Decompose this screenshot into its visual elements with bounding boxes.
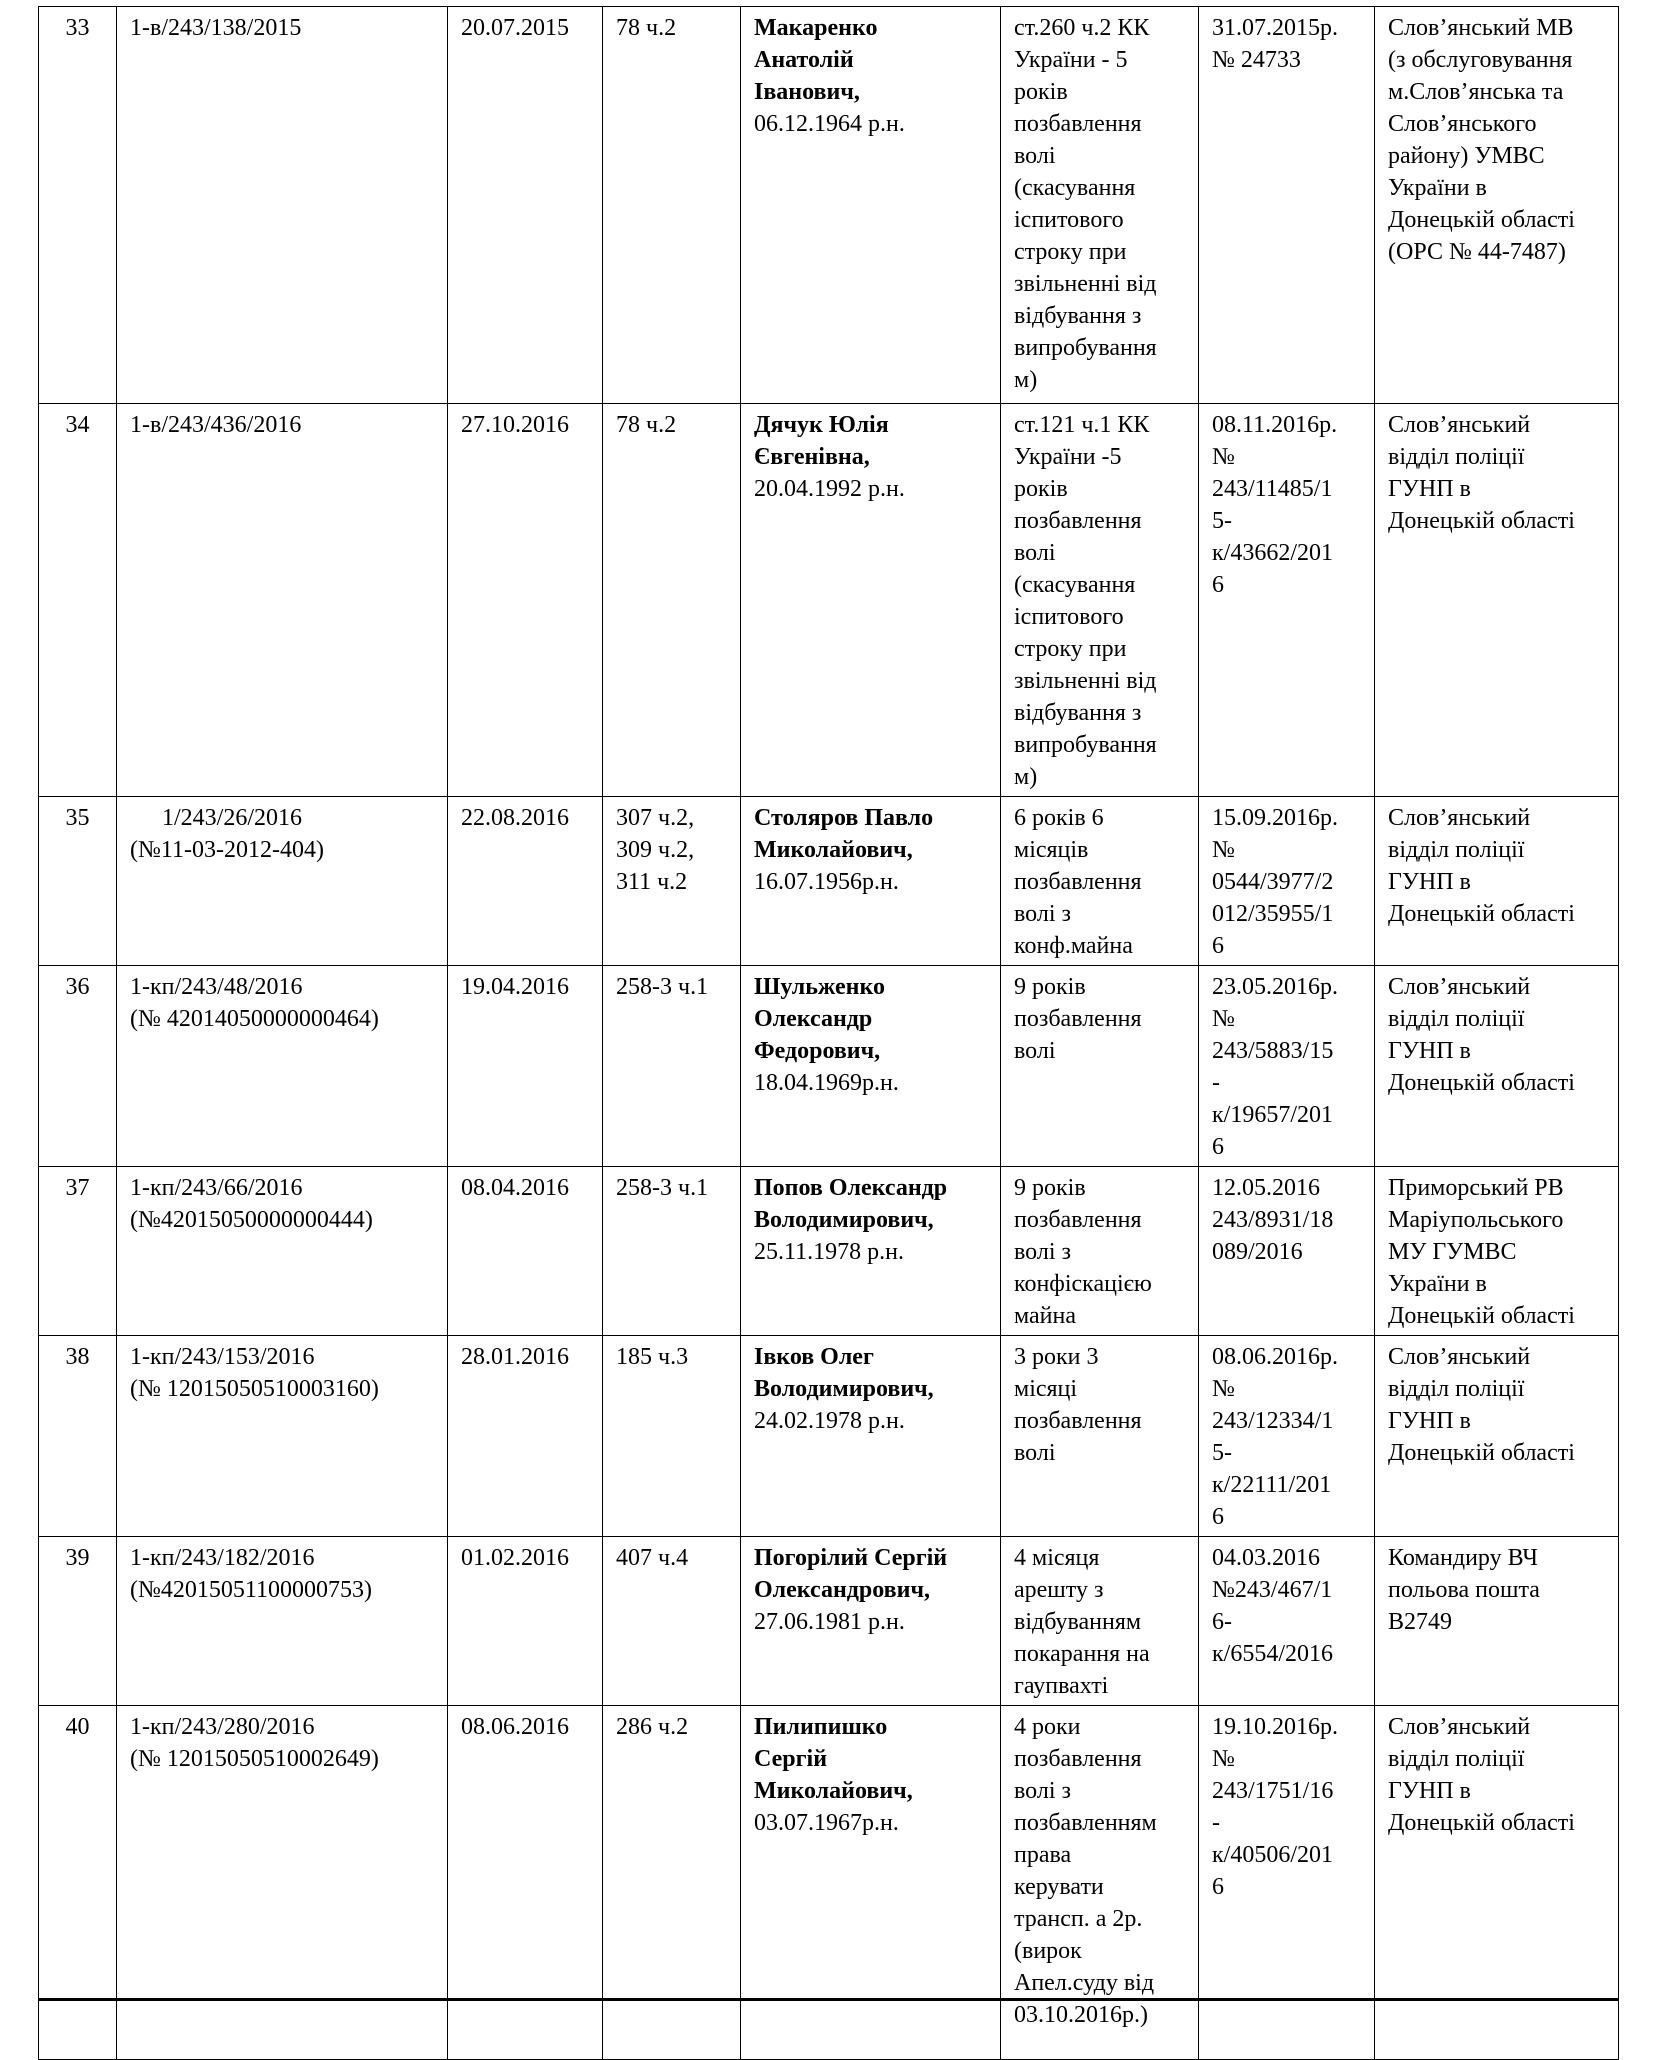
convict-cell bbox=[741, 1167, 1001, 1336]
sentence-line: ст.260 ч.2 КК bbox=[1014, 15, 1150, 41]
row-number-cell bbox=[39, 404, 117, 797]
document-cell bbox=[1199, 966, 1375, 1167]
article-line: 309 ч.2, bbox=[616, 837, 695, 863]
sentence-line: місяців bbox=[1014, 837, 1089, 863]
sentence-line: 3 роки 3 bbox=[1014, 1344, 1099, 1370]
sentence-line: права bbox=[1014, 1842, 1072, 1868]
article-line: 258-3 ч.1 bbox=[616, 974, 709, 1000]
department-line: відділ поліції bbox=[1388, 1376, 1525, 1402]
case-number-line: 1-кп/243/182/2016 bbox=[130, 1545, 315, 1571]
department-line: Командиру ВЧ bbox=[1388, 1545, 1539, 1571]
case-number-line: 1-кп/243/48/2016 bbox=[130, 974, 303, 1000]
department-line: Донецькій області bbox=[1388, 207, 1575, 233]
verdict-date-cell bbox=[448, 1537, 603, 1706]
document-line: к/19657/201 bbox=[1212, 1102, 1333, 1128]
sentence-line: іспитового bbox=[1014, 604, 1124, 630]
document-line: к/6554/2016 bbox=[1212, 1641, 1333, 1667]
table-row bbox=[39, 1706, 1619, 2060]
sentence-line: волі з bbox=[1014, 901, 1071, 927]
department-line: м.Слов’янська та bbox=[1388, 79, 1564, 105]
verdict-date: 01.02.2016 bbox=[461, 1545, 569, 1571]
birth-date: 18.04.1969р.н. bbox=[754, 1070, 899, 1096]
row-number: 37 bbox=[65, 1175, 90, 1201]
row-number: 39 bbox=[65, 1545, 90, 1571]
verdict-date-cell bbox=[448, 404, 603, 797]
article-line: 185 ч.3 bbox=[616, 1344, 689, 1370]
sentence-line: м) bbox=[1014, 367, 1038, 393]
article-line: 407 ч.4 bbox=[616, 1545, 689, 1571]
document-line: - bbox=[1212, 1070, 1220, 1096]
document-line: к/43662/201 bbox=[1212, 540, 1333, 566]
department-line: (ОРС № 44-7487) bbox=[1388, 239, 1566, 265]
document-line: 6 bbox=[1212, 1134, 1224, 1160]
document-line: № 24733 bbox=[1212, 47, 1301, 73]
sentence-line: позбавлення bbox=[1014, 1408, 1142, 1434]
case-number-line: 1-кп/243/280/2016 bbox=[130, 1714, 315, 1740]
sentence-line: строку при bbox=[1014, 239, 1127, 265]
sentence-cell bbox=[1001, 966, 1199, 1167]
convict-name-line: Євгенівна, bbox=[754, 444, 870, 470]
row-number: 38 bbox=[65, 1344, 90, 1370]
convict-cell bbox=[741, 7, 1001, 404]
convict-name-line: Анатолій bbox=[754, 47, 854, 73]
department-line: відділ поліції bbox=[1388, 1746, 1525, 1772]
sentence-line: конфіскацією bbox=[1014, 1271, 1152, 1297]
department-line: Донецькій області bbox=[1388, 508, 1575, 534]
sentence-line: волі bbox=[1014, 1440, 1056, 1466]
document-line: 243/12334/1 bbox=[1212, 1408, 1334, 1434]
sentence-line: волі з bbox=[1014, 1778, 1071, 1804]
verdict-date: 08.06.2016 bbox=[461, 1714, 569, 1740]
department-line: України в bbox=[1388, 175, 1487, 201]
table-row bbox=[39, 404, 1619, 797]
department-line: ГУНП в bbox=[1388, 1408, 1471, 1434]
department-line: Слов’янський МВ bbox=[1388, 15, 1574, 41]
convict-name-line: Володимирович, bbox=[754, 1207, 934, 1233]
document-line: 6 bbox=[1212, 1504, 1224, 1530]
sentence-line: України - 5 bbox=[1014, 47, 1128, 73]
verdict-date: 20.07.2015 bbox=[461, 15, 569, 41]
sentence-line: строку при bbox=[1014, 636, 1127, 662]
row-number-cell bbox=[39, 797, 117, 966]
document-cell bbox=[1199, 7, 1375, 404]
document-line: №243/467/1 bbox=[1212, 1577, 1333, 1603]
verdict-date-cell bbox=[448, 797, 603, 966]
row-number: 34 bbox=[65, 412, 90, 438]
convict-name-line: Пилипишко bbox=[754, 1714, 888, 1740]
convict-name-line: Миколайович, bbox=[754, 1778, 913, 1804]
article-cell bbox=[603, 1706, 741, 2060]
sentence-line: волі bbox=[1014, 540, 1056, 566]
sentence-line: іспитового bbox=[1014, 207, 1124, 233]
article-cell bbox=[603, 404, 741, 797]
convict-name-line: Столяров Павло bbox=[754, 805, 934, 831]
case-number-line: (№ 12015050510003160) bbox=[130, 1376, 379, 1402]
case-number-cell bbox=[117, 797, 448, 966]
department-line: польова пошта bbox=[1388, 1577, 1540, 1603]
department-line: Донецькій області bbox=[1388, 1070, 1575, 1096]
document-line: 15.09.2016р. bbox=[1212, 805, 1338, 831]
row-number-cell bbox=[39, 7, 117, 404]
department-cell bbox=[1375, 1537, 1619, 1706]
department-line: Приморський РВ bbox=[1388, 1175, 1564, 1201]
department-line: України в bbox=[1388, 1271, 1487, 1297]
document-line: № bbox=[1212, 1006, 1235, 1032]
document-cell bbox=[1199, 1537, 1375, 1706]
document-line: к/40506/201 bbox=[1212, 1842, 1333, 1868]
sentence-line: України -5 bbox=[1014, 444, 1122, 470]
birth-date: 03.07.1967р.н. bbox=[754, 1810, 899, 1836]
sentence-line: 4 роки bbox=[1014, 1714, 1081, 1740]
convict-cell bbox=[741, 1336, 1001, 1537]
case-number-cell bbox=[117, 966, 448, 1167]
sentence-line: трансп. а 2р. bbox=[1014, 1906, 1143, 1932]
sentence-line: позбавлення bbox=[1014, 111, 1142, 137]
row-number-cell bbox=[39, 1706, 117, 2060]
row-number-cell bbox=[39, 966, 117, 1167]
document-line: 6 bbox=[1212, 572, 1224, 598]
department-line: МУ ГУМВС bbox=[1388, 1239, 1517, 1265]
document-line: 012/35955/1 bbox=[1212, 901, 1334, 927]
sentence-line: місяці bbox=[1014, 1376, 1078, 1402]
birth-date: 20.04.1992 р.н. bbox=[754, 476, 905, 502]
verdict-date: 22.08.2016 bbox=[461, 805, 569, 831]
document-line: 31.07.2015р. bbox=[1212, 15, 1338, 41]
case-number-cell bbox=[117, 1537, 448, 1706]
case-number-line: 1-кп/243/66/2016 bbox=[130, 1175, 303, 1201]
sentence-line: відбування з bbox=[1014, 303, 1142, 329]
sentence-line: 6 років 6 bbox=[1014, 805, 1104, 831]
birth-date: 06.12.1964 р.н. bbox=[754, 111, 905, 137]
document-cell bbox=[1199, 1336, 1375, 1537]
department-cell bbox=[1375, 1167, 1619, 1336]
case-number-cell bbox=[117, 7, 448, 404]
birth-date: 25.11.1978 р.н. bbox=[754, 1239, 904, 1265]
document-line: 089/2016 bbox=[1212, 1239, 1303, 1265]
sentence-line: відбуванням bbox=[1014, 1609, 1142, 1635]
sentence-line: волі з bbox=[1014, 1239, 1071, 1265]
sentence-line: ст.121 ч.1 КК bbox=[1014, 412, 1150, 438]
article-line: 258-3 ч.1 bbox=[616, 1175, 709, 1201]
department-line: Донецькій області bbox=[1388, 1440, 1575, 1466]
document-line: - bbox=[1212, 1810, 1220, 1836]
convict-name-line: Миколайович, bbox=[754, 837, 913, 863]
article-line: 78 ч.2 bbox=[616, 15, 677, 41]
document-cell bbox=[1199, 404, 1375, 797]
department-line: (з обслуговування bbox=[1388, 47, 1573, 73]
convict-name-line: Федорович, bbox=[754, 1038, 881, 1064]
convict-name-line: Олександрович, bbox=[754, 1577, 931, 1603]
article-line: 286 ч.2 bbox=[616, 1714, 689, 1740]
convict-cell bbox=[741, 404, 1001, 797]
row-number-cell bbox=[39, 1537, 117, 1706]
sentence-line: майна bbox=[1014, 1303, 1077, 1329]
verdict-date-cell bbox=[448, 1336, 603, 1537]
sentence-line: звільненні від bbox=[1014, 271, 1157, 297]
sentence-cell bbox=[1001, 1706, 1199, 2060]
document-line: 12.05.2016 bbox=[1212, 1175, 1320, 1201]
document-cell bbox=[1199, 1167, 1375, 1336]
document-line: 243/11485/1 bbox=[1212, 476, 1333, 502]
case-number-cell bbox=[117, 1706, 448, 2060]
convict-name-line: Попов Олександр bbox=[754, 1175, 948, 1201]
sentence-line: звільненні від bbox=[1014, 668, 1157, 694]
sentence-line: Апел.суду від bbox=[1014, 1970, 1155, 1996]
sentence-line: керувати bbox=[1014, 1874, 1104, 1900]
sentence-line: 03.10.2016р.) bbox=[1014, 2002, 1148, 2028]
row-number-cell bbox=[39, 1336, 117, 1537]
department-line: Слов’янський bbox=[1388, 1714, 1531, 1740]
sentence-line: позбавленням bbox=[1014, 1810, 1157, 1836]
birth-date: 27.06.1981 р.н. bbox=[754, 1609, 905, 1635]
case-number-cell bbox=[117, 1336, 448, 1537]
case-number-line: 1-кп/243/153/2016 bbox=[130, 1344, 315, 1370]
sentence-line: випробування bbox=[1014, 335, 1157, 361]
document-line: 243/5883/15 bbox=[1212, 1038, 1334, 1064]
case-number-line: (№ 42014050000000464) bbox=[130, 1006, 379, 1032]
article-cell bbox=[603, 966, 741, 1167]
row-number: 40 bbox=[65, 1714, 90, 1740]
sentence-line: покарання на bbox=[1014, 1641, 1150, 1667]
sentence-line: відбування з bbox=[1014, 700, 1142, 726]
sentence-line: позбавлення bbox=[1014, 1006, 1142, 1032]
convict-name-line: Івков Олег bbox=[754, 1344, 874, 1370]
verdict-date: 08.04.2016 bbox=[461, 1175, 569, 1201]
case-number-line: 1/243/26/2016 bbox=[162, 805, 303, 831]
sentence-line: (вирок bbox=[1014, 1938, 1082, 1964]
document-line: № bbox=[1212, 1746, 1235, 1772]
department-line: ГУНП в bbox=[1388, 869, 1471, 895]
convict-name-line: Погорілий Сергій bbox=[754, 1545, 948, 1571]
article-cell bbox=[603, 7, 741, 404]
article-cell bbox=[603, 1167, 741, 1336]
table-body bbox=[39, 7, 1619, 2060]
document-line: 08.11.2016р. bbox=[1212, 412, 1338, 438]
department-line: Донецькій області bbox=[1388, 1303, 1575, 1329]
document-line: 243/1751/16 bbox=[1212, 1778, 1334, 1804]
department-line: відділ поліції bbox=[1388, 444, 1525, 470]
article-line: 311 ч.2 bbox=[616, 869, 688, 895]
case-number-line: (№11-03-2012-404) bbox=[130, 837, 324, 863]
convict-name-line: Шульженко bbox=[754, 974, 885, 1000]
department-line: Слов’янський bbox=[1388, 412, 1531, 438]
sentence-cell bbox=[1001, 797, 1199, 966]
convict-cell bbox=[741, 966, 1001, 1167]
verdict-date-cell bbox=[448, 1167, 603, 1336]
document-line: 08.06.2016р. bbox=[1212, 1344, 1338, 1370]
document-line: 6 bbox=[1212, 933, 1224, 959]
verdict-date: 27.10.2016 bbox=[461, 412, 569, 438]
convict-cell bbox=[741, 1706, 1001, 2060]
document-line: 6- bbox=[1212, 1609, 1232, 1635]
case-number-cell bbox=[117, 404, 448, 797]
article-cell bbox=[603, 1537, 741, 1706]
table-row bbox=[39, 1167, 1619, 1336]
sentence-cell bbox=[1001, 7, 1199, 404]
article-line: 78 ч.2 bbox=[616, 412, 677, 438]
sentence-line: позбавлення bbox=[1014, 1207, 1142, 1233]
verdict-date-cell bbox=[448, 966, 603, 1167]
document-line: 0544/3977/2 bbox=[1212, 869, 1334, 895]
sentence-line: років bbox=[1014, 476, 1068, 502]
document-line: № bbox=[1212, 1376, 1235, 1402]
document-cell bbox=[1199, 1706, 1375, 2060]
department-line: відділ поліції bbox=[1388, 1006, 1525, 1032]
sentence-line: 9 років bbox=[1014, 1175, 1086, 1201]
verdict-date-cell bbox=[448, 7, 603, 404]
department-line: Слов’янський bbox=[1388, 1344, 1531, 1370]
row-number: 35 bbox=[65, 805, 90, 831]
sentence-cell bbox=[1001, 404, 1199, 797]
verdict-date: 28.01.2016 bbox=[461, 1344, 569, 1370]
convict-name-line: Олександр bbox=[754, 1006, 873, 1032]
convict-name-line: Сергій bbox=[754, 1746, 828, 1772]
convict-name-line: Дячук Юлія bbox=[754, 412, 889, 438]
department-line: Донецькій області bbox=[1388, 901, 1575, 927]
department-line: Слов’янського bbox=[1388, 111, 1537, 137]
department-line: Маріупольського bbox=[1388, 1207, 1564, 1233]
case-number-line: (№42015050000000444) bbox=[130, 1207, 373, 1233]
department-cell bbox=[1375, 404, 1619, 797]
document-line: 243/8931/18 bbox=[1212, 1207, 1334, 1233]
verdict-date-cell bbox=[448, 1706, 603, 2060]
sentence-line: арешту з bbox=[1014, 1577, 1104, 1603]
document-line: № bbox=[1212, 837, 1235, 863]
sentence-line: волі bbox=[1014, 143, 1056, 169]
department-cell bbox=[1375, 1336, 1619, 1537]
row-number: 33 bbox=[65, 15, 90, 41]
convictions-table bbox=[38, 6, 1619, 2060]
department-line: ГУНП в bbox=[1388, 476, 1471, 502]
convict-cell bbox=[741, 797, 1001, 966]
table-bottom-border bbox=[38, 1998, 1618, 2001]
article-line: 307 ч.2, bbox=[616, 805, 695, 831]
article-cell bbox=[603, 797, 741, 966]
sentence-line: позбавлення bbox=[1014, 1746, 1142, 1772]
case-number-line: (№42015051100000753) bbox=[130, 1577, 372, 1603]
document-cell bbox=[1199, 797, 1375, 966]
document-line: 19.10.2016р. bbox=[1212, 1714, 1338, 1740]
document-line: к/22111/201 bbox=[1212, 1472, 1332, 1498]
case-number-line: 1-в/243/436/2016 bbox=[130, 412, 302, 438]
sentence-line: позбавлення bbox=[1014, 508, 1142, 534]
document-line: № bbox=[1212, 444, 1235, 470]
convict-cell bbox=[741, 1537, 1001, 1706]
table-row bbox=[39, 1537, 1619, 1706]
article-cell bbox=[603, 1336, 741, 1537]
sentence-line: 4 місяця bbox=[1014, 1545, 1100, 1571]
birth-date: 24.02.1978 р.н. bbox=[754, 1408, 905, 1434]
sentence-line: (скасування bbox=[1014, 572, 1136, 598]
sentence-cell bbox=[1001, 1336, 1199, 1537]
table-row bbox=[39, 7, 1619, 404]
department-line: відділ поліції bbox=[1388, 837, 1525, 863]
sentence-line: конф.майна bbox=[1014, 933, 1133, 959]
sentence-line: років bbox=[1014, 79, 1068, 105]
verdict-date: 19.04.2016 bbox=[461, 974, 569, 1000]
row-number-cell bbox=[39, 1167, 117, 1336]
table-row bbox=[39, 966, 1619, 1167]
sentence-line: волі bbox=[1014, 1038, 1056, 1064]
department-line: ГУНП в bbox=[1388, 1038, 1471, 1064]
case-number-line: 1-в/243/138/2015 bbox=[130, 15, 302, 41]
sentence-line: 9 років bbox=[1014, 974, 1086, 1000]
sentence-line: позбавлення bbox=[1014, 869, 1142, 895]
department-line: Слов’янський bbox=[1388, 974, 1531, 1000]
row-number: 36 bbox=[65, 974, 90, 1000]
table-row bbox=[39, 797, 1619, 966]
department-line: Донецькій області bbox=[1388, 1810, 1575, 1836]
convict-name-line: Володимирович, bbox=[754, 1376, 934, 1402]
document-line: 04.03.2016 bbox=[1212, 1545, 1320, 1571]
sentence-cell bbox=[1001, 1537, 1199, 1706]
sentence-line: (скасування bbox=[1014, 175, 1136, 201]
sentence-cell bbox=[1001, 1167, 1199, 1336]
department-line: ГУНП в bbox=[1388, 1778, 1471, 1804]
case-number-line: (№ 12015050510002649) bbox=[130, 1746, 379, 1772]
document-line: 5- bbox=[1212, 508, 1232, 534]
department-line: В2749 bbox=[1388, 1609, 1453, 1635]
document-line: 6 bbox=[1212, 1874, 1224, 1900]
department-cell bbox=[1375, 1706, 1619, 2060]
convict-name-line: Макаренко bbox=[754, 15, 878, 41]
convict-name-line: Іванович, bbox=[754, 79, 860, 105]
table-row bbox=[39, 1336, 1619, 1537]
sentence-line: гаупвахті bbox=[1014, 1673, 1109, 1699]
department-line: Слов’янський bbox=[1388, 805, 1531, 831]
department-line: району) УМВС bbox=[1388, 143, 1545, 169]
sentence-line: випробування bbox=[1014, 732, 1157, 758]
document-line: 5- bbox=[1212, 1440, 1232, 1466]
sentence-line: м) bbox=[1014, 764, 1038, 790]
birth-date: 16.07.1956р.н. bbox=[754, 869, 899, 895]
department-cell bbox=[1375, 7, 1619, 404]
department-cell bbox=[1375, 966, 1619, 1167]
case-number-cell bbox=[117, 1167, 448, 1336]
department-cell bbox=[1375, 797, 1619, 966]
document-line: 23.05.2016р. bbox=[1212, 974, 1338, 1000]
